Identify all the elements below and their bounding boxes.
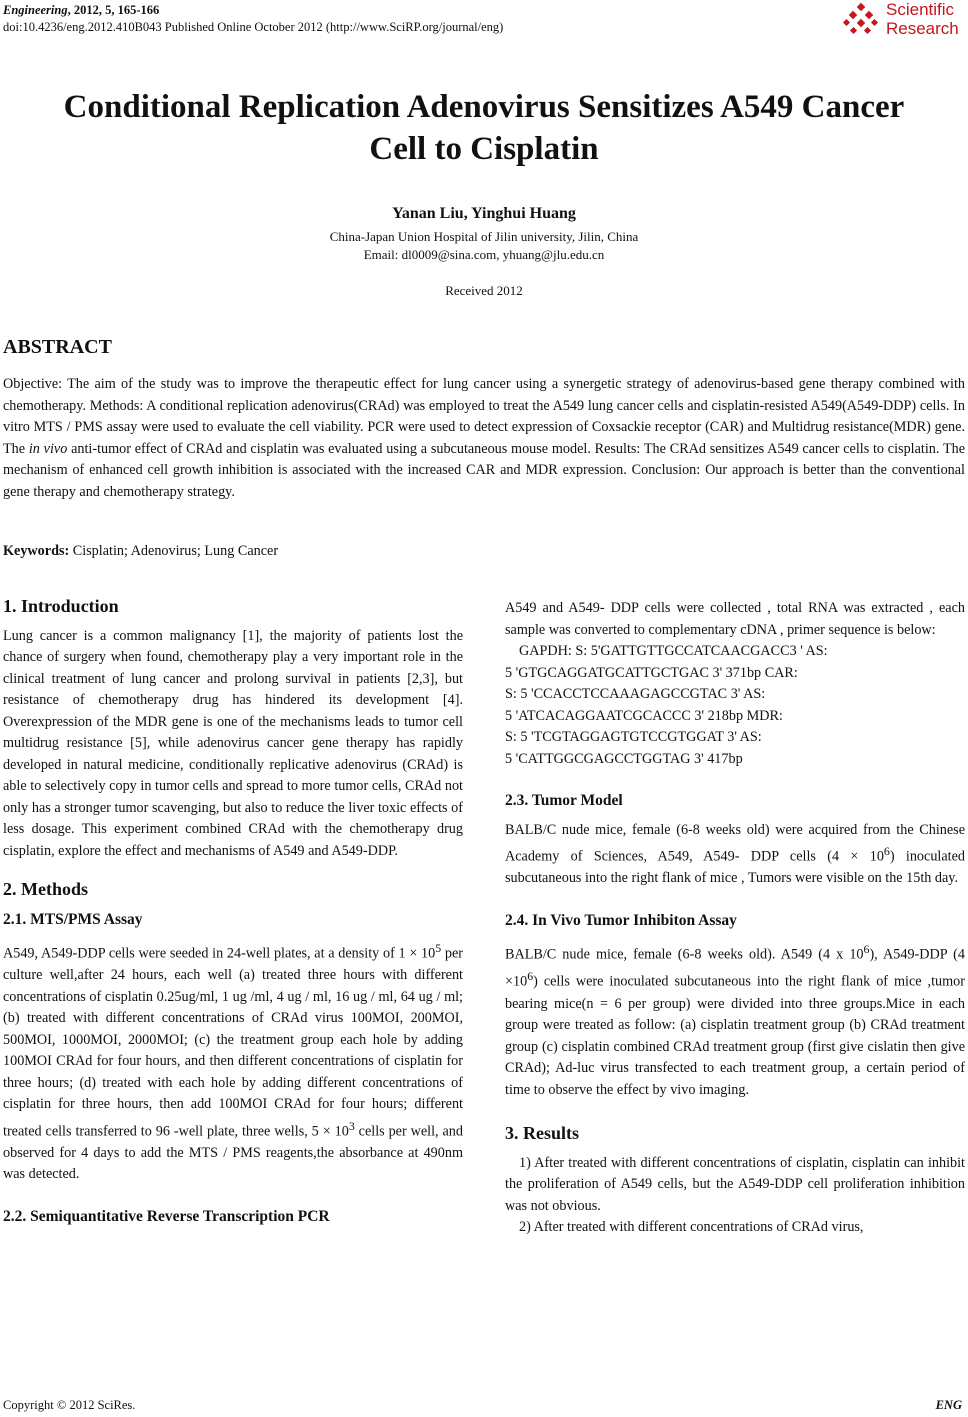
keywords-text: Cisplatin; Adenovirus; Lung Cancer: [69, 543, 279, 559]
pcr-heading: 2.2. Semiquantitative Reverse Transcription PCR: [3, 1207, 330, 1225]
publisher-logo: [842, 2, 962, 42]
methods-heading: 2. Methods: [3, 879, 88, 899]
paper-title: [0, 86, 968, 170]
results-heading: 3. Results: [505, 1123, 580, 1144]
keywords-label: Keywords:: [3, 543, 70, 559]
journal-header: [3, 2, 159, 18]
primer-line: S: 5 'TCGTAGGAGTGTCCGTGGAT 3' AS:: [505, 729, 762, 745]
authors: Yanan Liu, Yinghui Huang: [392, 205, 576, 222]
mts-heading: 2.1. MTS/PMS Assay: [3, 910, 143, 928]
primer-line: 5 'CATTGGCGAGCCTGGTAG 3' 417bp: [505, 750, 743, 767]
tumor-model-text: BALB/C nude mice, female (6-8 weeks old) were acquired from the Chinese Academy of Sciences, A549, A549- DDP cells $(4 \times 10^6)$ inoculated subcutaneous into the right flank of mice , Tumors were visible on the 15th day.: [505, 821, 965, 887]
logo-text: [886, 0, 959, 38]
abstract-text: Objective: The aim of the study was to improve the therapeutic effect for lung cancer using a synergetic strategy of adenovirus-based gene therapy combined with chemotherapy. Methods: A conditional replication adenovirus(CRAd) was employed to treat the A549 lung cancer cells and cisplatin-resisted A549(A549-DDP) cells. In vitro MTS / PMS assay were used to evaluate the cell viability. PCR were used to detect expression of Coxsackie receptor (CAR) and Multidrug resistance(MDR) gene. The in vivo anti-tumor effect of CRAd and cisplatin was evaluated using a subcutaneous mouse model. Results: The CRAd sensitizes A549 cancer cells to cisplatin. The mechanism of enhanced cell growth inhibition is associated with the increased CAR and MDR expression. Conclusion: Our approach is better than the conventional gene therapy and chemotherapy strategy.: [3, 376, 965, 500]
journal-name: Engineering: [3, 3, 68, 17]
keywords: [3, 543, 278, 560]
result-item: 1) After treated with different concentrations of cisplatin, cisplatin can inhibit the proliferation of A549 cells, but the A549-DDP cell proliferation inhibition was not obvious.: [505, 1154, 965, 1214]
invivo-heading: 2.4. In Vivo Tumor Inhibiton Assay: [505, 911, 737, 929]
journal-abbr: ENG: [935, 1398, 962, 1412]
logo-line1: Scientific: [886, 0, 955, 19]
invivo-text: BALB/C nude mice, female (6-8 weeks old). A549 (4 x $10^6$), A549-DDP $(4 \times 10^6)$ cells were inoculated subcutaneous into the right flank of mice ,tumor bearing mice(n = 6 per group) were divided into three groups.Mice in each group were treated as follow: (a) cisplatin treatment group (b) CRAd treatment group (c) cisplatin combined CRAd treatment group (first give cislatin then give CRAd); Ad-luc virus transfected to each treatment group, a certain period of time to observe the effect by vivo imaging.: [505, 942, 965, 1098]
primer-line: S: 5 'CCACCTCCAAAGAGCCGTAC 3' AS:: [505, 686, 766, 702]
primer-line: 5 'GTGCAGGATGCATTGCTGAC 3' 371bp CAR:: [505, 664, 798, 681]
intro-heading: 1. Introduction: [3, 596, 119, 616]
scientific-research-logo-icon: [842, 2, 882, 42]
copyright: Copyright © 2012 SciRes.: [3, 1398, 136, 1412]
title-line2: Cell to Cisplatin: [369, 131, 599, 167]
abstract-heading: ABSTRACT: [3, 336, 112, 358]
primer-line: GAPDH: S: 5'GATTGTTGCCATCAACGACC3 ' AS:: [519, 643, 828, 659]
result-item: 2) After treated with different concentrations of CRAd virus,: [519, 1219, 864, 1236]
right-column: [505, 598, 965, 1239]
primer-line: 5 'ATCACAGGAATCGCACCC 3' 218bp MDR:: [505, 707, 783, 724]
affiliation: China-Japan Union Hospital of Jilin university, Jilin, China: [329, 229, 639, 244]
logo-line2: Research: [886, 19, 959, 38]
journal-info: , 2012, 5, 165-166: [67, 3, 160, 17]
email: Email: dl0009@sina.com, yhuang@jlu.edu.cn: [363, 247, 605, 262]
tumor-model-heading: 2.3. Tumor Model: [505, 792, 623, 809]
title-line1: Conditional Replication Adenovirus Sensitizes A549 Cancer: [63, 89, 905, 125]
received-date: Received 2012: [445, 283, 523, 298]
doi-line: doi:10.4236/eng.2012.410B043 Published Online October 2012 (http://www.SciRP.org/journal/eng): [3, 20, 504, 34]
pcr-text: A549 and A549- DDP cells were collected , total RNA was extracted , each sample was converted to complementary cDNA , primer sequence is below:: [505, 600, 965, 638]
mts-text: A549, A549-DDP cells were seeded in 24-well plates, at a density of $1 \times 10^5$ per culture well,after 24 hours, each well (a) treated three hours with different concentrations of cisplatin 0.25ug/ml, 1 ug /ml, 4 ug / ml, 16 ug / ml, 64 ug / ml; (b) treated with different concentrations of CRAd virus 100MOI, 200MOI, 500MOI, 1000MOI, 2000MOI; (c) the treatment group each hole by adding 100MOI CRAd for four hours, and then different concentrations of cisplatin for three hours; (d) treated with each hole by adding different concentrations of cisplatin for three hours, then add 100MOI CRAd for four hours; different treated cells transferred to 96 -well plate, three wells, $5 \times 10^3$ cells per well, and observed for 4 days to add the MTS / PMS reagents,the absorbance at 490nm was detected.: [3, 941, 463, 1183]
left-column: [3, 596, 463, 1227]
intro-text: Lung cancer is a common malignancy [1], the majority of patients lost the chance of surgery when found, chemotherapy play a very important role in the clinical treatment of lung cancer and prolong survival in patients [2,3], but resistance of chemotherapy drug has hindered its development [4]. Overexpression of the MDR gene is one of the mechanisms leads to tumor cell multidrug resistance [5], while adenovirus cancer gene therapy has rapidly developed in natural medicine, conditionally replicative adenovirus (CRAd) is able to selectively copy in tumor cells and spread to more tumor cells, CRAd not only has a stronger tumor scavenging, but also to reduce the liver toxic effects of less dosage. This experiment combined CRAd with the chemotherapy drug cisplatin, explore the effect and mechanisms of A549 and A549-DDP.: [3, 627, 463, 859]
